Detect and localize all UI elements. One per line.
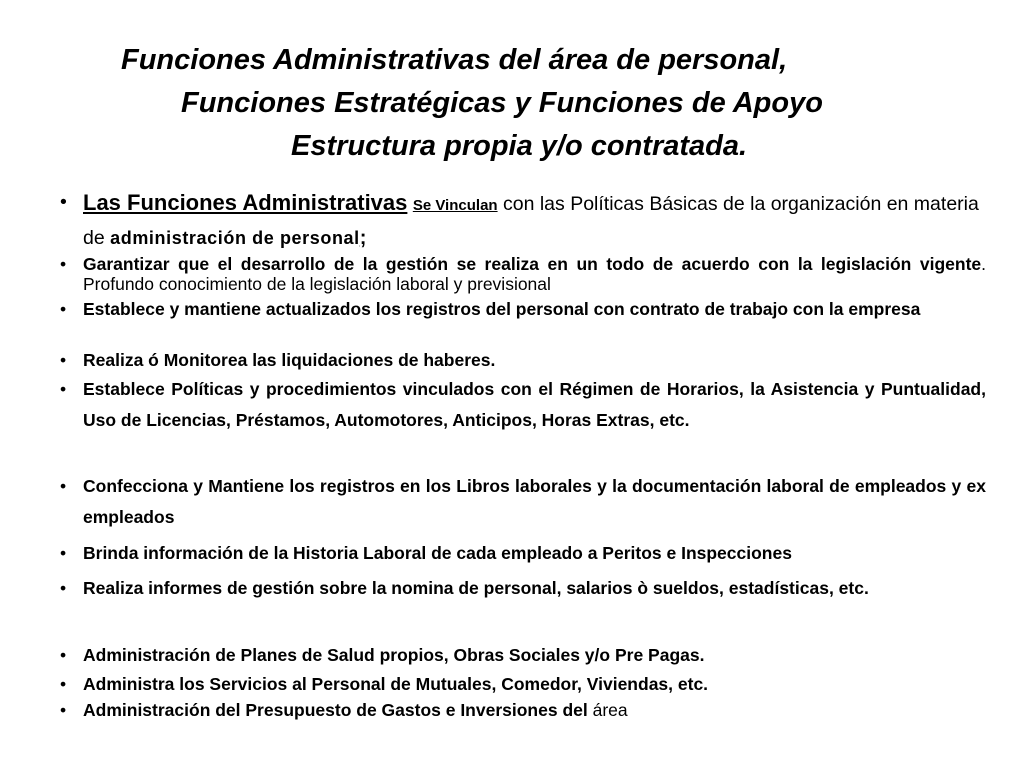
intro-end: ; bbox=[359, 227, 367, 249]
bullet-dot: • bbox=[60, 578, 67, 598]
bullet-item bbox=[60, 374, 986, 436]
intro-mid: con las Políticas Básicas de la organización en materia de bbox=[83, 193, 979, 249]
bullet-item bbox=[60, 671, 986, 697]
bullet-dot: • bbox=[60, 379, 67, 399]
item-text: Establece Políticas y procedimientos vinculados con el Régimen de Horarios, la Asistencia y Puntualidad, Uso de Licencias, Préstamos, Automotores, Anticipos, Horas Extras, etc. bbox=[83, 379, 986, 430]
title-line-3: Estructura propia y/o contratada. bbox=[291, 130, 748, 162]
bullet-item bbox=[60, 573, 986, 604]
item-text: Establece y mantiene actualizados los registros del personal con contrato de trabajo con la empresa bbox=[83, 299, 921, 319]
title-line-2: Funciones Estratégicas y Funciones de Apoyo bbox=[181, 87, 823, 119]
item-text: Administra los Servicios al Personal de Mutuales, Comedor, Viviendas, etc. bbox=[83, 674, 709, 694]
intro-lead: Las Funciones Administrativas bbox=[83, 190, 408, 215]
bullet-dot: • bbox=[60, 645, 67, 665]
intro-emphasis: administración de personal bbox=[110, 228, 360, 248]
bullet-item bbox=[60, 642, 986, 668]
item-text: Realiza ó Monitorea las liquidaciones de haberes. bbox=[83, 350, 496, 370]
bullet-item bbox=[60, 299, 986, 319]
item-text: Brinda información de la Historia Laboral de cada empleado a Peritos e Inspecciones bbox=[83, 543, 792, 563]
bullet-item bbox=[60, 471, 986, 533]
bullet-intro bbox=[60, 186, 986, 255]
item-text: Realiza informes de gestión sobre la nomina de personal, salarios ò sueldos, estadísticas, etc. bbox=[83, 578, 869, 598]
bullet-dot: • bbox=[60, 543, 67, 563]
bullet-item bbox=[60, 538, 986, 569]
bullet-dot: • bbox=[60, 191, 67, 213]
item-text: Administración del Presupuesto de Gastos e Inversiones del bbox=[83, 700, 593, 720]
bullet-dot: • bbox=[60, 350, 67, 370]
bullet-dot: • bbox=[60, 674, 67, 694]
item-text: Administración de Planes de Salud propios, Obras Sociales y/o Pre Pagas. bbox=[83, 645, 705, 665]
title-line-1: Funciones Administrativas del área de personal, bbox=[121, 44, 788, 76]
bullet-dot: • bbox=[60, 299, 67, 319]
bullet-item bbox=[60, 254, 986, 294]
item-text-rest: . Profundo conocimiento de la legislación laboral y previsional bbox=[83, 254, 986, 294]
item-text-rest: área bbox=[592, 700, 628, 720]
item-text: Confecciona y Mantiene los registros en los Libros laborales y la documentación laboral de empleados y ex empleados bbox=[83, 476, 986, 527]
bullet-item bbox=[60, 697, 986, 723]
intro-verb: Se Vinculan bbox=[412, 197, 498, 214]
bullet-item bbox=[60, 345, 986, 376]
bullet-dot: • bbox=[60, 476, 67, 496]
bullet-dot: • bbox=[60, 254, 67, 274]
item-text: Garantizar que el desarrollo de la gestión se realiza en un todo de acuerdo con la legislación vigente bbox=[83, 254, 982, 274]
bullet-dot: • bbox=[60, 700, 67, 720]
